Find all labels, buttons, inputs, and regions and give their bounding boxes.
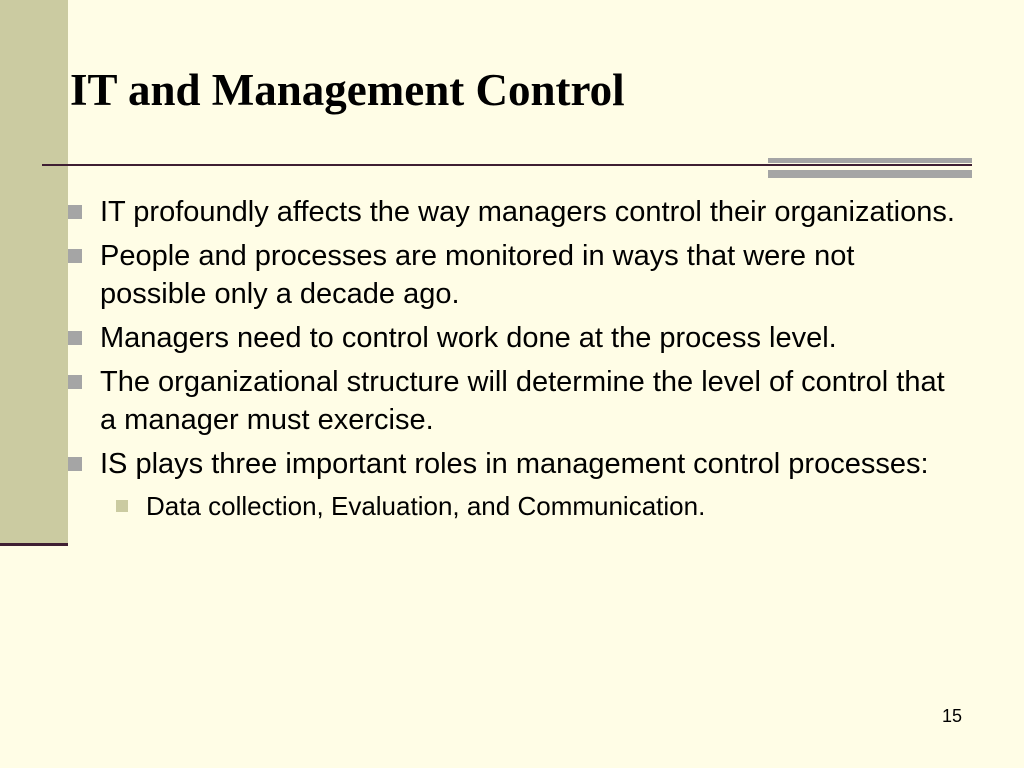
bullet-item <box>66 445 966 483</box>
accent-bar-top <box>768 158 972 163</box>
bullet-list <box>66 193 966 523</box>
bullet-item <box>66 363 966 439</box>
square-bullet-icon <box>68 331 82 345</box>
square-sub-bullet-icon <box>116 500 128 512</box>
sub-bullet-group <box>66 489 966 523</box>
sub-bullet-text: Data collection, Evaluation, and Communication. <box>146 491 706 521</box>
bullet-item <box>66 237 966 313</box>
accent-bar-bottom <box>768 170 972 178</box>
sub-bullet-item <box>66 489 966 523</box>
bullet-text: IT profoundly affects the way managers control their organizations. <box>100 196 955 228</box>
left-decorative-band <box>0 0 68 544</box>
bullet-text: Managers need to control work done at the process level. <box>100 322 837 354</box>
slide-title: IT and Management Control <box>70 65 625 115</box>
square-bullet-icon <box>68 457 82 471</box>
slide-number: 15 <box>941 706 962 726</box>
bullet-item <box>66 319 966 357</box>
square-bullet-icon <box>68 205 82 219</box>
bullet-text: The organizational structure will determine the level of control that a manager must exercise. <box>100 366 945 436</box>
bullet-item <box>66 193 966 231</box>
bullet-text: IS plays three important roles in management control processes: <box>100 448 929 480</box>
square-bullet-icon <box>68 375 82 389</box>
sub-bullet-list <box>66 489 966 523</box>
bullet-text: People and processes are monitored in ways that were not possible only a decade ago. <box>100 240 855 310</box>
left-band-rule <box>0 543 68 546</box>
square-bullet-icon <box>68 249 82 263</box>
title-divider <box>42 164 972 166</box>
